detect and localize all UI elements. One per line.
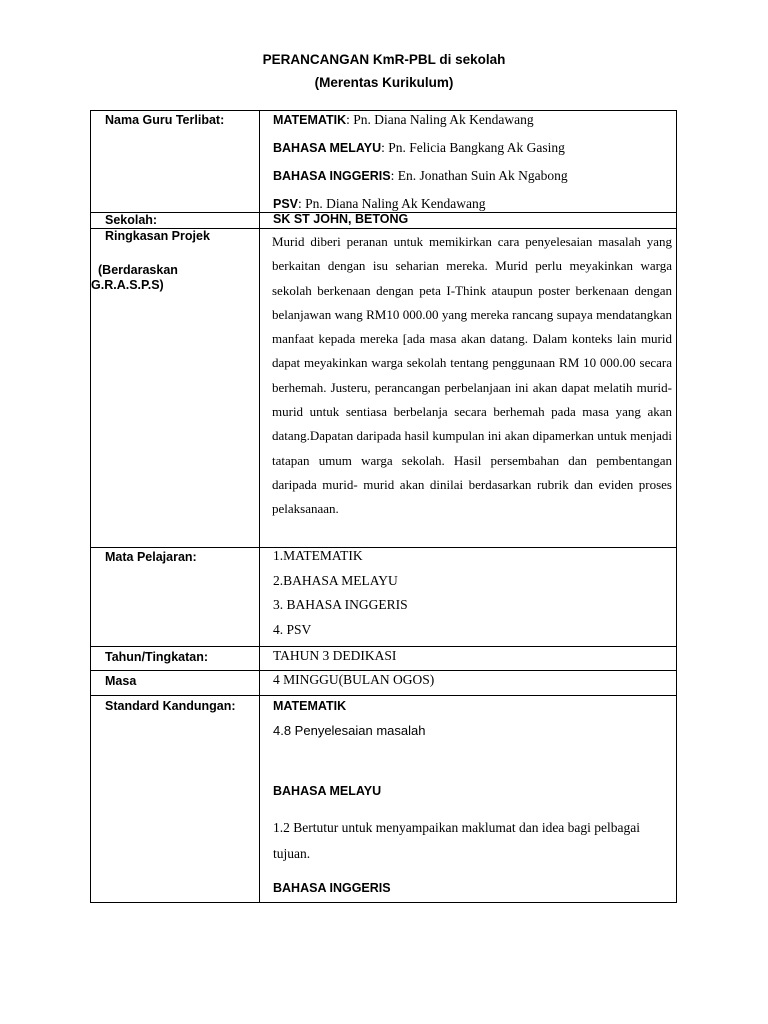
teacher-entry — [273, 196, 485, 212]
duration-label: Masa — [105, 674, 137, 688]
teacher-name: : En. Jonathan Suin Ak Ngabong — [390, 168, 568, 183]
row-divider — [91, 547, 676, 548]
bm-standard-item-line1: 1.2 Bertutur untuk menyampaikan maklumat dan idea bagi pelbagai — [273, 820, 641, 835]
teacher-subject: BAHASA MELAYU — [273, 141, 382, 155]
grasps-label-line2: G.R.A.S.P.S) — [91, 278, 164, 292]
subject-item: 4. PSV — [273, 622, 312, 637]
grasps-label-line1: (Berdaraskan — [98, 263, 178, 277]
teacher-name: : Pn. Felicia Bangkang Ak Gasing — [381, 140, 565, 155]
teachers-label: Nama Guru Terlibat: — [105, 113, 225, 127]
content-standard-label: Standard Kandungan: — [105, 699, 236, 713]
subject-item: 2.BAHASA MELAYU — [273, 573, 398, 588]
project-summary-text: Murid diberi peranan untuk memikirkan cara penyelesaian masalah yang berkaitan dengan isu seharian mereka. Murid perlu meyakinkan warga sekolah berkenaan dengan peta I-Think ataupun poster berkenaan dengan belanjawan wang RM10 000.00 yang mereka rancang supaya mendatangkan manfaat kepada mereka [ada masa akan datang. Dalam konteks lain murid dapat meyakinkan warga sekolah tentang penggunaan RM 10 000.00 secara berhemah. Justeru, perancangan perbelanjaan ini akan dapat melatih murid-murid untuk sentiasa berbelanja secara berhemah pada masa yang akan datang.Dapatan daripada hasil kumpulan ini akan dipamerkan untuk menjadi tatapan umum warga sekolah. Hasil persembahan dan pembentangan daripada murid- murid akan dinilai berdasarkan rubrik dan eviden proses pelaksanaan. — [272, 234, 672, 517]
row-divider — [91, 646, 676, 647]
teacher-subject: BAHASA INGGERIS — [273, 169, 391, 183]
teacher-name: : Pn. Diana Naling Ak Kendawang — [298, 196, 486, 211]
project-summary-label: Ringkasan Projek — [105, 229, 210, 243]
bm-standard-heading: BAHASA MELAYU — [273, 784, 382, 798]
document-subtitle: (Merentas Kurikulum) — [314, 75, 454, 90]
document-title: PERANCANGAN KmR-PBL di sekolah — [262, 52, 506, 67]
row-divider — [91, 670, 676, 671]
year-label: Tahun/Tingkatan: — [105, 650, 209, 664]
row-divider — [91, 695, 676, 696]
subject-item: 1.MATEMATIK — [273, 548, 363, 563]
column-divider — [259, 111, 260, 902]
teacher-entry — [273, 168, 568, 184]
teacher-name: : Pn. Diana Naling Ak Kendawang — [346, 112, 534, 127]
math-standard-heading: MATEMATIK — [273, 699, 347, 713]
planning-table — [90, 110, 677, 903]
subject-item: 3. BAHASA INGGERIS — [273, 597, 408, 612]
school-label: Sekolah: — [105, 213, 158, 227]
bi-standard-heading: BAHASA INGGERIS — [273, 881, 391, 895]
bm-standard-item-line2: tujuan. — [273, 846, 311, 861]
math-standard-item: 4.8 Penyelesaian masalah — [273, 723, 426, 738]
subjects-label: Mata Pelajaran: — [105, 550, 197, 564]
year-value: TAHUN 3 DEDIKASI — [273, 648, 397, 663]
duration-value: 4 MINGGU(BULAN OGOS) — [273, 672, 435, 687]
teacher-entry — [273, 140, 565, 156]
teacher-subject: MATEMATIK — [273, 113, 347, 127]
school-value: SK ST JOHN, BETONG — [273, 212, 409, 226]
teacher-entry — [273, 112, 534, 128]
teacher-subject: PSV — [273, 197, 299, 211]
